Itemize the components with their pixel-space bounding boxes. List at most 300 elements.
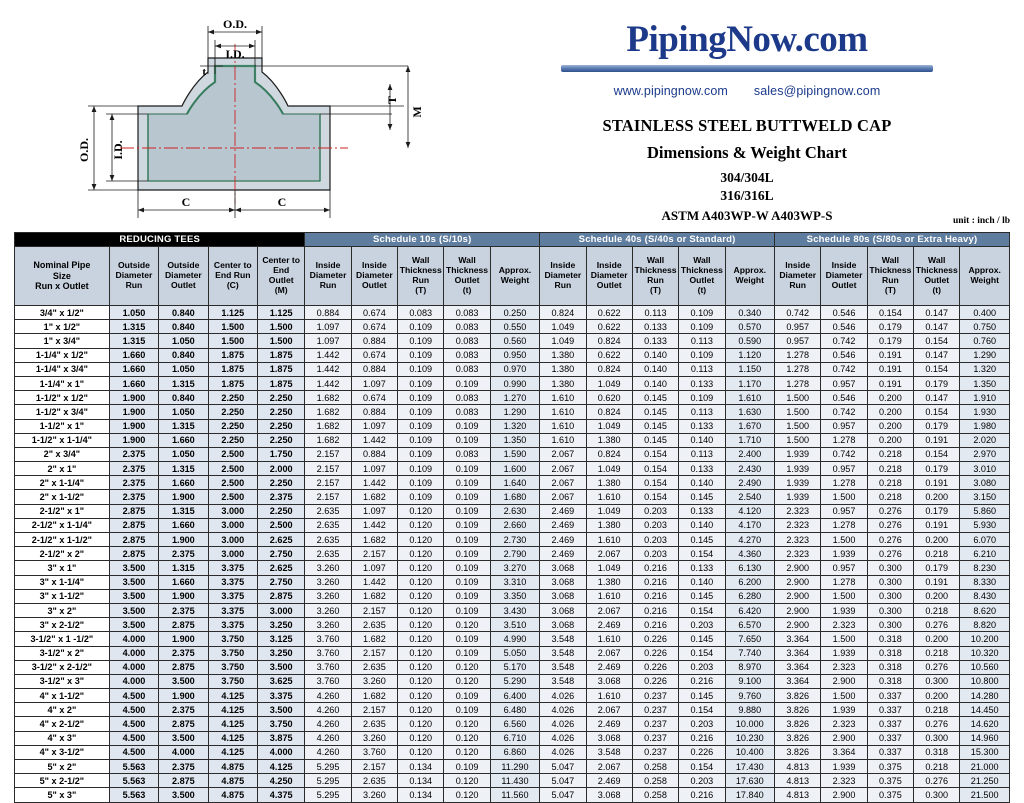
table-cell: 3.364: [775, 646, 821, 660]
table-cell: 4.120: [725, 504, 774, 518]
table-cell: 0.318: [867, 646, 913, 660]
table-cell: 4.500: [109, 703, 158, 717]
table-cell: 4.260: [305, 703, 351, 717]
table-cell: 3.548: [540, 632, 586, 646]
table-row: [15, 745, 1010, 759]
table-cell: 1.442: [351, 518, 397, 532]
table-cell: 0.216: [632, 561, 678, 575]
table-cell: 0.570: [725, 320, 774, 334]
table-cell: 0.154: [914, 447, 960, 461]
table-cell: 5.563: [109, 774, 158, 788]
table-cell: 2.067: [586, 603, 632, 617]
table-cell: 0.318: [867, 674, 913, 688]
table-cell: 0.400: [960, 306, 1010, 320]
table-cell: 0.113: [679, 447, 725, 461]
table-cell: 0.109: [444, 476, 490, 490]
column-header-13: Wall Thickness Outlet (t): [679, 247, 725, 306]
table-cell: 9.100: [725, 674, 774, 688]
table-cell: 4.500: [109, 745, 158, 759]
table-cell: 3.068: [586, 788, 632, 802]
table-row: [15, 717, 1010, 731]
table-row: [15, 774, 1010, 788]
table-cell: 0.147: [914, 306, 960, 320]
table-cell: 3.500: [159, 788, 208, 802]
table-cell: 3.068: [540, 561, 586, 575]
table-cell: 3.500: [258, 703, 305, 717]
table-cell: 1.875: [208, 362, 257, 376]
table-cell: 2.157: [351, 646, 397, 660]
table-cell: 3.826: [775, 689, 821, 703]
column-header-4: Center to End Outlet (M): [258, 247, 305, 306]
table-cell: 0.154: [914, 405, 960, 419]
table-cell: 0.083: [444, 348, 490, 362]
table-cell: 2.635: [305, 547, 351, 561]
table-cell: 1.939: [775, 447, 821, 461]
table-cell: 1.875: [258, 348, 305, 362]
table-cell: 0.622: [586, 320, 632, 334]
table-cell: 0.145: [679, 689, 725, 703]
table-cell: 0.300: [867, 561, 913, 575]
table-cell: 0.179: [867, 334, 913, 348]
table-cell: 0.590: [725, 334, 774, 348]
table-cell: 3.260: [351, 731, 397, 745]
table-row: [15, 419, 1010, 433]
table-cell: 1.630: [725, 405, 774, 419]
table-cell: 1.320: [490, 419, 539, 433]
table-cell: 2.900: [821, 731, 867, 745]
table-cell: 10.400: [725, 745, 774, 759]
table-cell: 2.157: [351, 703, 397, 717]
table-cell: 1.939: [821, 603, 867, 617]
table-cell: 0.134: [398, 760, 444, 774]
cell-nominal-size: 2-1/2" x 1": [15, 504, 110, 518]
table-row: [15, 603, 1010, 617]
table-cell: 3.068: [586, 674, 632, 688]
table-cell: 1.875: [208, 348, 257, 362]
table-cell: 1.500: [208, 334, 257, 348]
label-c-right: C: [277, 195, 287, 209]
table-cell: 8.820: [960, 618, 1010, 632]
table-cell: 0.113: [679, 362, 725, 376]
table-cell: 3.270: [490, 561, 539, 575]
table-cell: 2.020: [960, 433, 1010, 447]
table-cell: 0.109: [398, 376, 444, 390]
table-cell: 0.109: [444, 376, 490, 390]
table-cell: 1.500: [258, 334, 305, 348]
table-column-header-row: [15, 247, 1010, 306]
table-cell: 2.875: [159, 717, 208, 731]
table-cell: 0.218: [914, 646, 960, 660]
email-link[interactable]: sales@pipingnow.com: [753, 84, 881, 98]
table-cell: 4.000: [258, 745, 305, 759]
table-cell: 1.315: [109, 334, 158, 348]
table-cell: 5.290: [490, 674, 539, 688]
table-cell: 0.109: [444, 490, 490, 504]
cell-nominal-size: 2-1/2" x 1-1/2": [15, 533, 110, 547]
table-cell: 0.250: [490, 306, 539, 320]
table-cell: 0.200: [867, 419, 913, 433]
column-header-19: Approx. Weight: [960, 247, 1010, 306]
column-header-14: Approx. Weight: [725, 247, 774, 306]
table-cell: 0.154: [679, 646, 725, 660]
table-cell: 11.430: [490, 774, 539, 788]
table-cell: 1.750: [258, 447, 305, 461]
table-cell: 2.625: [258, 533, 305, 547]
table-cell: 0.120: [398, 632, 444, 646]
table-cell: 2.157: [351, 603, 397, 617]
table-cell: 6.280: [725, 589, 774, 603]
table-cell: 1.682: [351, 533, 397, 547]
table-cell: 1.049: [586, 376, 632, 390]
column-header-11: Inside Diameter Outlet: [586, 247, 632, 306]
table-cell: 2.635: [351, 618, 397, 632]
table-cell: 0.109: [398, 391, 444, 405]
table-cell: 1.900: [159, 533, 208, 547]
table-cell: 2.067: [540, 490, 586, 504]
table-cell: 0.970: [490, 362, 539, 376]
table-cell: 1.049: [586, 561, 632, 575]
table-cell: 0.140: [679, 575, 725, 589]
table-cell: 0.120: [398, 561, 444, 575]
label-id-left: I.D.: [111, 140, 125, 160]
table-cell: 0.133: [632, 320, 678, 334]
table-cell: 0.840: [159, 348, 208, 362]
table-cell: 2.625: [258, 561, 305, 575]
table-cell: 1.500: [821, 490, 867, 504]
table-cell: 2.875: [258, 589, 305, 603]
table-cell: 1.610: [540, 419, 586, 433]
table-cell: 3.760: [305, 632, 351, 646]
table-cell: 3.750: [208, 646, 257, 660]
cell-nominal-size: 3/4" x 1/2": [15, 306, 110, 320]
table-cell: 3.500: [109, 561, 158, 575]
table-cell: 0.300: [867, 589, 913, 603]
table-body: [15, 306, 1010, 803]
table-cell: 1.315: [109, 320, 158, 334]
table-cell: 4.026: [540, 745, 586, 759]
table-cell: 3.548: [586, 745, 632, 759]
table-cell: 2.875: [159, 660, 208, 674]
table-cell: 1.442: [305, 348, 351, 362]
cell-nominal-size: 2-1/2" x 1-1/4": [15, 518, 110, 532]
table-row: [15, 760, 1010, 774]
table-cell: 3.750: [258, 717, 305, 731]
table-cell: 3.068: [586, 731, 632, 745]
table-cell: 1.910: [960, 391, 1010, 405]
table-cell: 2.323: [821, 774, 867, 788]
table-cell: 1.682: [305, 433, 351, 447]
table-row: [15, 589, 1010, 603]
table-cell: 0.145: [679, 632, 725, 646]
table-cell: 3.500: [159, 674, 208, 688]
table-cell: 0.957: [775, 320, 821, 334]
table-cell: 0.140: [632, 348, 678, 362]
table-cell: 3.260: [305, 618, 351, 632]
table-cell: 0.120: [398, 547, 444, 561]
table-cell: 3.010: [960, 462, 1010, 476]
table-cell: 1.660: [109, 376, 158, 390]
table-cell: 3.068: [540, 589, 586, 603]
table-cell: 0.109: [679, 391, 725, 405]
table-cell: 3.310: [490, 575, 539, 589]
table-cell: 0.145: [632, 419, 678, 433]
table-cell: 0.218: [867, 447, 913, 461]
table-cell: 0.216: [679, 788, 725, 802]
table-cell: 1.939: [821, 703, 867, 717]
table-cell: 2.067: [540, 476, 586, 490]
table-cell: 0.300: [867, 603, 913, 617]
table-row: [15, 547, 1010, 561]
table-cell: 2.250: [258, 504, 305, 518]
table-cell: 2.875: [109, 518, 158, 532]
cell-nominal-size: 1" x 1/2": [15, 320, 110, 334]
table-cell: 2.500: [208, 447, 257, 461]
table-cell: 1.050: [159, 405, 208, 419]
table-cell: 4.813: [775, 760, 821, 774]
table-cell: 3.548: [540, 646, 586, 660]
table-cell: 0.147: [914, 320, 960, 334]
table-cell: 0.134: [398, 788, 444, 802]
table-cell: 0.083: [444, 320, 490, 334]
table-cell: 2.375: [159, 603, 208, 617]
table-cell: 0.109: [679, 306, 725, 320]
column-header-1: Outside Diameter Run: [109, 247, 158, 306]
table-cell: 4.375: [258, 788, 305, 802]
cell-nominal-size: 1-1/2" x 1": [15, 419, 110, 433]
table-cell: 1.500: [775, 419, 821, 433]
table-cell: 0.140: [679, 518, 725, 532]
table-cell: 0.742: [821, 405, 867, 419]
table-cell: 2.250: [208, 405, 257, 419]
table-cell: 0.120: [398, 689, 444, 703]
table-cell: 2.400: [725, 447, 774, 461]
table-cell: 1.610: [586, 689, 632, 703]
table-cell: 1.939: [821, 547, 867, 561]
table-cell: 1.660: [159, 518, 208, 532]
table-cell: 0.120: [444, 731, 490, 745]
table-cell: 2.157: [305, 476, 351, 490]
table-cell: 6.200: [725, 575, 774, 589]
table-cell: 1.980: [960, 419, 1010, 433]
table-cell: 0.120: [444, 674, 490, 688]
table-cell: 2.469: [586, 618, 632, 632]
table-cell: 0.109: [398, 348, 444, 362]
table-cell: 3.826: [775, 717, 821, 731]
table-cell: 0.120: [398, 575, 444, 589]
table-cell: 0.375: [867, 788, 913, 802]
table-cell: 0.840: [159, 391, 208, 405]
table-cell: 1.350: [960, 376, 1010, 390]
table-cell: 0.191: [867, 362, 913, 376]
table-cell: 0.154: [914, 334, 960, 348]
table-cell: 1.050: [159, 362, 208, 376]
table-cell: 9.880: [725, 703, 774, 717]
table-cell: 1.500: [821, 533, 867, 547]
table-cell: 0.824: [586, 405, 632, 419]
table-cell: 1.939: [821, 760, 867, 774]
table-cell: 4.125: [208, 745, 257, 759]
table-cell: 2.067: [586, 703, 632, 717]
table-cell: 0.120: [444, 774, 490, 788]
table-cell: 4.026: [540, 703, 586, 717]
table-cell: 14.960: [960, 731, 1010, 745]
table-cell: 8.330: [960, 575, 1010, 589]
dimension-table-wrapper: [0, 232, 1024, 803]
cell-nominal-size: 1-1/4" x 1/2": [15, 348, 110, 362]
table-cell: 0.226: [679, 745, 725, 759]
table-cell: 3.260: [305, 561, 351, 575]
table-cell: 0.957: [821, 462, 867, 476]
table-cell: 1.315: [159, 561, 208, 575]
table-cell: 0.083: [444, 334, 490, 348]
table-cell: 0.109: [444, 689, 490, 703]
table-cell: 0.154: [679, 760, 725, 774]
table-cell: 0.258: [632, 774, 678, 788]
table-cell: 0.276: [867, 504, 913, 518]
astm-spec: ASTM A403WP-W A403WP-S: [661, 208, 833, 223]
table-cell: 4.270: [725, 533, 774, 547]
table-cell: 3.260: [305, 603, 351, 617]
table-cell: 6.480: [490, 703, 539, 717]
grade-316: 316/316L: [720, 188, 774, 203]
chart-title: STAINLESS STEEL BUTTWELD CAP: [602, 116, 892, 135]
table-cell: 3.826: [775, 703, 821, 717]
table-cell: 0.200: [867, 433, 913, 447]
table-cell: 0.133: [679, 504, 725, 518]
table-cell: 1.939: [775, 476, 821, 490]
brand-logo: [470, 18, 1024, 61]
table-cell: 2.875: [109, 547, 158, 561]
table-cell: 2.323: [821, 660, 867, 674]
table-cell: 0.145: [632, 433, 678, 447]
table-cell: 0.109: [444, 547, 490, 561]
table-cell: 0.120: [444, 745, 490, 759]
table-cell: 4.026: [540, 717, 586, 731]
table-cell: 0.216: [632, 618, 678, 632]
table-cell: 3.375: [208, 575, 257, 589]
table-cell: 1.500: [775, 433, 821, 447]
table-cell: 5.047: [540, 788, 586, 802]
column-header-16: Inside Diameter Outlet: [821, 247, 867, 306]
table-cell: 3.250: [258, 618, 305, 632]
table-cell: 17.430: [725, 760, 774, 774]
cell-nominal-size: 1-1/2" x 1/2": [15, 391, 110, 405]
table-cell: 5.047: [540, 760, 586, 774]
table-cell: 17.840: [725, 788, 774, 802]
table-cell: 2.000: [258, 462, 305, 476]
table-cell: 1.875: [208, 376, 257, 390]
website-link[interactable]: www.pipingnow.com: [613, 84, 728, 98]
table-cell: 2.250: [258, 405, 305, 419]
cell-nominal-size: 2" x 1-1/2": [15, 490, 110, 504]
table-cell: 0.154: [679, 603, 725, 617]
table-cell: 1.278: [775, 362, 821, 376]
table-cell: 0.154: [632, 447, 678, 461]
table-row: [15, 660, 1010, 674]
table-cell: 1.170: [725, 376, 774, 390]
table-cell: 2.375: [159, 547, 208, 561]
table-cell: 0.179: [914, 561, 960, 575]
table-cell: 2.469: [586, 660, 632, 674]
cell-nominal-size: 4" x 3-1/2": [15, 745, 110, 759]
table-cell: 0.957: [821, 504, 867, 518]
table-cell: 6.070: [960, 533, 1010, 547]
table-cell: 3.760: [351, 745, 397, 759]
table-cell: 0.226: [632, 674, 678, 688]
table-cell: 14.620: [960, 717, 1010, 731]
table-cell: 3.000: [208, 533, 257, 547]
table-cell: 6.710: [490, 731, 539, 745]
table-cell: 0.109: [444, 533, 490, 547]
table-cell: 0.203: [679, 660, 725, 674]
table-cell: 0.203: [632, 533, 678, 547]
table-cell: 1.278: [821, 518, 867, 532]
table-cell: 2.375: [258, 490, 305, 504]
table-cell: 0.300: [867, 618, 913, 632]
table-cell: 1.500: [208, 320, 257, 334]
table-cell: 2.875: [109, 504, 158, 518]
table-cell: 0.237: [632, 745, 678, 759]
table-cell: 1.049: [586, 462, 632, 476]
table-cell: 0.179: [914, 419, 960, 433]
table-cell: 4.000: [109, 660, 158, 674]
table-cell: 4.260: [305, 689, 351, 703]
table-cell: 3.760: [305, 674, 351, 688]
table-cell: 0.109: [398, 320, 444, 334]
table-cell: 3.826: [775, 745, 821, 759]
table-cell: 0.622: [586, 306, 632, 320]
table-row: [15, 703, 1010, 717]
label-t-top: t: [202, 66, 206, 78]
table-cell: 3.625: [258, 674, 305, 688]
table-cell: 0.824: [586, 447, 632, 461]
table-cell: 0.203: [632, 547, 678, 561]
table-cell: 0.109: [444, 603, 490, 617]
table-cell: 0.237: [632, 703, 678, 717]
table-cell: 0.191: [867, 348, 913, 362]
table-cell: 1.380: [586, 518, 632, 532]
table-cell: 6.400: [490, 689, 539, 703]
table-cell: 2.375: [109, 462, 158, 476]
table-cell: 1.442: [351, 575, 397, 589]
table-cell: 0.957: [821, 561, 867, 575]
table-cell: 0.742: [821, 362, 867, 376]
table-cell: 1.660: [109, 348, 158, 362]
table-cell: 1.050: [109, 306, 158, 320]
table-cell: 1.682: [351, 589, 397, 603]
table-cell: 0.120: [398, 745, 444, 759]
table-cell: 0.109: [444, 561, 490, 575]
table-cell: 0.742: [821, 447, 867, 461]
table-cell: 3.500: [258, 660, 305, 674]
table-cell: 0.120: [398, 660, 444, 674]
table-cell: 1.682: [351, 490, 397, 504]
table-cell: 3.000: [208, 518, 257, 532]
table-cell: 3.350: [490, 589, 539, 603]
column-header-12: Wall Thickness Run (T): [632, 247, 678, 306]
table-cell: 3.375: [258, 689, 305, 703]
table-cell: 0.990: [490, 376, 539, 390]
table-cell: 2.970: [960, 447, 1010, 461]
dimension-table: [14, 232, 1010, 803]
table-cell: 2.157: [351, 760, 397, 774]
table-cell: 0.120: [398, 731, 444, 745]
table-cell: 0.109: [679, 348, 725, 362]
table-cell: 3.430: [490, 603, 539, 617]
table-cell: 1.278: [775, 348, 821, 362]
table-cell: 3.750: [208, 674, 257, 688]
table-cell: 4.875: [208, 760, 257, 774]
